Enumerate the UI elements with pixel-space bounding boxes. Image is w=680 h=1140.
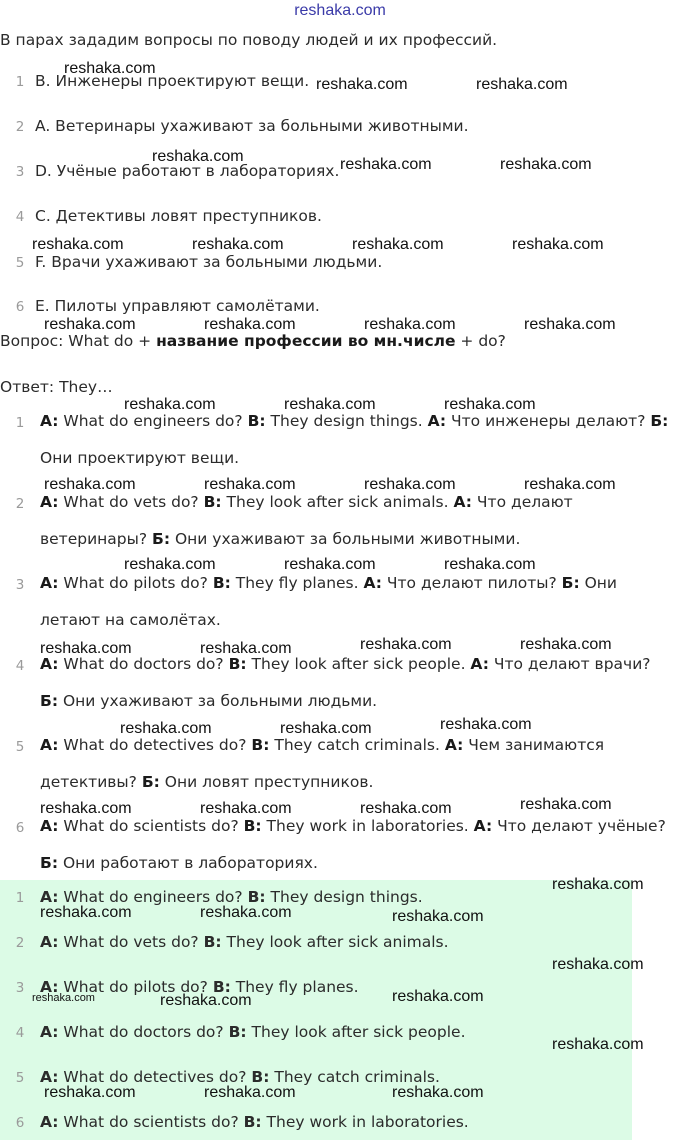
line-text: Они работают в лабораториях. [58, 854, 318, 872]
watermark: reshaka.com [444, 396, 536, 413]
watermark: reshaka.com [524, 316, 616, 333]
item-text: B. Инженеры проектируют вещи. [35, 72, 310, 90]
watermark: reshaka.com [340, 156, 432, 173]
speaker-a: A: [40, 655, 59, 673]
watermark: reshaka.com [204, 476, 296, 493]
speaker-b: Б: [561, 574, 580, 592]
item-number: 1 [15, 890, 25, 906]
line-text: What do vets do? [58, 933, 204, 951]
item-number: 4 [15, 658, 25, 674]
speaker-b: Б: [650, 412, 669, 430]
watermark: reshaka.com [204, 316, 296, 333]
watermark: reshaka.com [284, 556, 376, 573]
line-text: What do vets do? [58, 493, 204, 511]
watermark: reshaka.com [124, 556, 216, 573]
watermark: reshaka.com [520, 636, 612, 653]
watermark: reshaka.com [32, 992, 95, 1004]
watermark: reshaka.com [40, 640, 132, 657]
item-number: 5 [15, 739, 25, 755]
dialogue-text [40, 808, 672, 882]
item-number: 6 [15, 299, 25, 315]
line-text: They fly planes. [230, 978, 359, 996]
speaker-b: B: [243, 1113, 262, 1131]
speaker-b: B: [247, 888, 266, 906]
line-text: They work in laboratories. [261, 1113, 469, 1131]
watermark: reshaka.com [192, 236, 284, 253]
intro-text: В парах зададим вопросы по поводу людей и их профессий. [0, 31, 498, 49]
speaker-a: A: [444, 736, 464, 754]
watermark: reshaka.com [440, 716, 532, 733]
watermark: reshaka.com [476, 76, 568, 93]
item-number: 4 [15, 1025, 25, 1041]
speaker-a: A: [363, 574, 382, 592]
line-text: What do pilots do? [58, 978, 213, 996]
item-number: 3 [15, 577, 25, 593]
watermark: reshaka.com [40, 904, 132, 921]
speaker-a: A: [453, 493, 472, 511]
line-text: What do engineers do? [58, 888, 248, 906]
line-text: Что делают пилоты? [381, 574, 562, 592]
speaker-b: B: [251, 1068, 270, 1086]
speaker-b: B: [228, 1023, 247, 1041]
speaker-b: B: [203, 933, 222, 951]
question-prefix: Вопрос: What do + [0, 332, 157, 350]
line-text: Что делают учёные? [492, 817, 666, 835]
line-text: Чем занимаются детективы? [40, 736, 605, 791]
speaker-a: A: [40, 412, 59, 430]
item-number: 3 [15, 164, 25, 180]
watermark: reshaka.com [200, 800, 292, 817]
line-text: Они проектируют вещи. [40, 449, 240, 467]
speaker-a: A: [40, 1023, 59, 1041]
watermark: reshaka.com [364, 476, 456, 493]
speaker-b: B: [243, 817, 262, 835]
question-suffix: + do? [455, 332, 506, 350]
line-text: What do detectives do? [58, 1068, 252, 1086]
speaker-b: Б: [40, 692, 59, 710]
watermark: reshaka.com [120, 720, 212, 737]
line-text: They look after sick people. [246, 655, 471, 673]
speaker-b: B: [247, 412, 266, 430]
dialogue-text [40, 727, 672, 801]
line-text: Что инженеры делают? [446, 412, 651, 430]
watermark: reshaka.com [32, 236, 124, 253]
dialogue-text [40, 403, 672, 477]
item-text: D. Учёные работают в лабораториях. [35, 162, 340, 180]
line-text: What do pilots do? [58, 574, 213, 592]
speaker-a: A: [473, 817, 493, 835]
watermark: reshaka.com [204, 1084, 296, 1101]
watermark: reshaka.com [280, 720, 372, 737]
speaker-a: A: [40, 888, 59, 906]
speaker-b: B: [251, 736, 270, 754]
question-pattern [0, 332, 506, 350]
speaker-b: B: [212, 978, 231, 996]
watermark: reshaka.com [160, 992, 252, 1009]
watermark: reshaka.com [364, 316, 456, 333]
watermark: reshaka.com [552, 956, 644, 973]
short-dialogue-text [40, 933, 449, 951]
speaker-a: A: [40, 817, 59, 835]
line-text: What do engineers do? [58, 412, 248, 430]
item-number: 6 [15, 1115, 25, 1131]
speaker-b: Б: [40, 854, 59, 872]
short-dialogue-text [40, 1023, 466, 1041]
speaker-b: B: [228, 655, 247, 673]
line-text: Что делают ветеринары? [40, 493, 573, 548]
line-text: They design things. [265, 412, 428, 430]
line-text: What do scientists do? [58, 817, 244, 835]
watermark: reshaka.com [44, 476, 136, 493]
item-number: 3 [15, 980, 25, 996]
item-number: 1 [15, 74, 25, 90]
speaker-b: Б: [152, 530, 171, 548]
watermark: reshaka.com [392, 908, 484, 925]
watermark: reshaka.com [152, 148, 244, 165]
site-title[interactable]: reshaka.com [294, 2, 386, 19]
watermark: reshaka.com [524, 476, 616, 493]
line-text: What do doctors do? [58, 1023, 229, 1041]
watermark: reshaka.com [360, 636, 452, 653]
speaker-a: A: [40, 1068, 59, 1086]
speaker-a: A: [40, 933, 59, 951]
line-text: They look after sick people. [246, 1023, 466, 1041]
speaker-a: A: [40, 736, 59, 754]
item-number: 2 [15, 119, 25, 135]
item-number: 5 [15, 255, 25, 271]
watermark: reshaka.com [64, 60, 156, 77]
dialogue-text [40, 565, 672, 639]
item-number: 5 [15, 1070, 25, 1086]
line-text: They look after sick animals. [221, 933, 449, 951]
watermark: reshaka.com [284, 396, 376, 413]
item-text: A. Ветеринары ухаживают за больными животными. [35, 117, 469, 135]
line-text: They work in laboratories. [261, 817, 474, 835]
watermark: reshaka.com [444, 556, 536, 573]
speaker-a: A: [40, 493, 59, 511]
watermark: reshaka.com [392, 988, 484, 1005]
watermark: reshaka.com [200, 904, 292, 921]
line-text: Они ухаживают за больными людьми. [58, 692, 378, 710]
watermark: reshaka.com [500, 156, 592, 173]
watermark: reshaka.com [392, 1084, 484, 1101]
watermark: reshaka.com [316, 76, 408, 93]
item-text: C. Детективы ловят преступников. [35, 207, 322, 225]
item-text: E. Пилоты управляют самолётами. [35, 297, 320, 315]
line-text: Они ловят преступников. [159, 773, 374, 791]
watermark: reshaka.com [44, 1084, 136, 1101]
speaker-a: A: [470, 655, 489, 673]
watermark: reshaka.com [124, 396, 216, 413]
speaker-a: A: [427, 412, 447, 430]
speaker-b: B: [212, 574, 231, 592]
line-text: What do doctors do? [58, 655, 229, 673]
watermark: reshaka.com [44, 316, 136, 333]
watermark: reshaka.com [360, 800, 452, 817]
speaker-a: A: [40, 574, 59, 592]
question-bold: название профессии во мн.числе [156, 332, 456, 350]
answer-pattern: Ответ: They… [0, 378, 113, 396]
item-number: 2 [15, 935, 25, 951]
line-text: Что делают врачи? [488, 655, 651, 673]
watermark: reshaka.com [352, 236, 444, 253]
line-text: Они летают на самолётах. [40, 574, 618, 629]
line-text: They design things. [265, 888, 423, 906]
watermark: reshaka.com [40, 800, 132, 817]
line-text: They look after sick animals. [221, 493, 454, 511]
line-text: What do detectives do? [58, 736, 252, 754]
item-text: F. Врачи ухаживают за больными людьми. [35, 253, 383, 271]
dialogue-text [40, 484, 672, 558]
short-dialogue-text [40, 1113, 469, 1131]
watermark: reshaka.com [520, 796, 612, 813]
speaker-b: B: [203, 493, 222, 511]
line-text: Они ухаживают за больными животными. [170, 530, 521, 548]
speaker-b: Б: [141, 773, 160, 791]
line-text: They catch criminals. [269, 736, 445, 754]
item-number: 1 [15, 415, 25, 431]
watermark: reshaka.com [552, 1036, 644, 1053]
item-number: 4 [15, 209, 25, 225]
item-number: 2 [15, 496, 25, 512]
watermark: reshaka.com [552, 876, 644, 893]
watermark: reshaka.com [512, 236, 604, 253]
speaker-a: A: [40, 1113, 59, 1131]
watermark: reshaka.com [200, 640, 292, 657]
item-number: 6 [15, 820, 25, 836]
speaker-a: A: [40, 978, 59, 996]
line-text: They catch criminals. [269, 1068, 440, 1086]
line-text: They fly planes. [230, 574, 364, 592]
line-text: What do scientists do? [58, 1113, 244, 1131]
dialogue-text [40, 646, 672, 720]
